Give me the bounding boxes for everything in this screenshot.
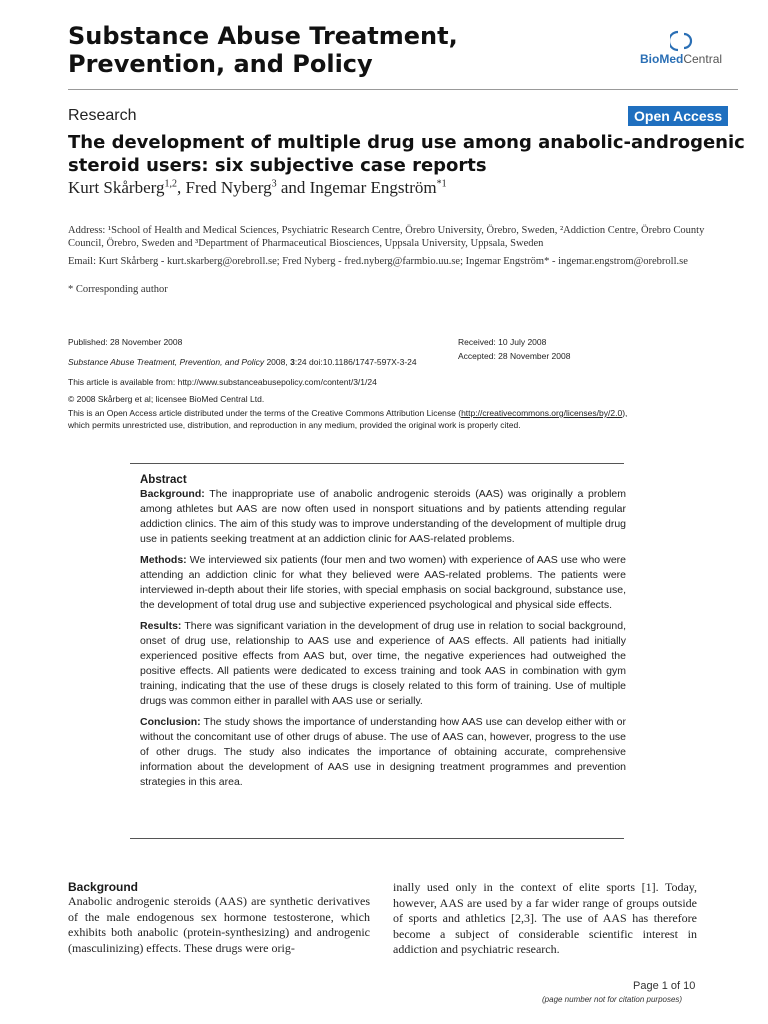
author-list: [68, 178, 447, 198]
author-separator: and: [276, 178, 310, 197]
abstract-background: [140, 487, 626, 547]
publisher-central: Central: [683, 52, 723, 66]
biomed-central-logo: [630, 30, 740, 70]
affiliation-address: Address: ¹School of Health and Medical Sciences, Psychiatric Research Centre, Örebro University, Örebro, Sweden, ²Addiction Centre, Örebro County Council, Örebro, Sweden and ³Department of Pharmaceutical Biosciences, Uppsala University, Uppsala, Sweden: [68, 225, 705, 249]
author-name[interactable]: Kurt Skårberg: [68, 178, 165, 197]
open-access-badge: Open Access: [628, 106, 728, 126]
author-name[interactable]: Ingemar Engström: [309, 178, 437, 197]
abstract-label: Results:: [140, 620, 182, 632]
author-name[interactable]: Fred Nyberg: [185, 178, 272, 197]
abstract-results: [140, 619, 626, 709]
received-date: Received: 10 July 2008: [458, 337, 547, 347]
published-date: Published: 28 November 2008: [68, 337, 183, 347]
abstract-label: Methods:: [140, 554, 187, 566]
license-link[interactable]: http://creativecommons.org/licenses/by/2.0: [461, 408, 623, 418]
abstract-text: We interviewed six patients (four men and two women) with experience of AAS use who were attending an addiction clinic for what they believed were AAS-related problems. The patients were interviewed in-depth about their life stories, with special emphasis on social background, substance use, the development of total drug use and subjective experienced psychological and physical side effects.: [140, 554, 626, 611]
abstract-heading: Abstract: [140, 474, 187, 486]
citation-doi: :24 doi:10.1186/1747-597X-3-24: [294, 357, 417, 367]
citation-line: [68, 356, 417, 368]
article-url[interactable]: This article is available from: http://www.substanceabusepolicy.com/content/3/1/24: [68, 377, 377, 387]
corresponding-author-note: * Corresponding author: [68, 284, 168, 295]
page-number-note: (page number not for citation purposes): [542, 995, 683, 1004]
abstract-content: [140, 474, 626, 796]
author-affiliation: 3: [271, 178, 277, 190]
abstract-conclusion: [140, 715, 626, 790]
license-text-continued: which permits unrestricted use, distribution, and reproduction in any medium, provided the original work is properly cited.: [68, 420, 521, 430]
author-separator: ,: [176, 178, 186, 197]
article-title: The development of multiple drug use among anabolic-androgenic steroid users: six subjective case reports: [68, 132, 745, 176]
author-affiliation: *1: [436, 178, 447, 190]
abstract-methods: [140, 553, 626, 613]
abstract-label: Background:: [140, 488, 205, 500]
citation-volume: 3: [290, 357, 295, 367]
body-column-right: inally used only in the context of elite sports [1]. Today, however, AAS are used by a far wider range of groups outside of sports and athletics [2,3]. The use of AAS has therefore become a subject of considerable scientific interest in addiction and psychiatric research.: [393, 880, 697, 956]
publisher-bm: BioMed: [640, 52, 684, 66]
citation-journal: Substance Abuse Treatment, Prevention, and Policy: [68, 357, 265, 367]
section-label: Research: [68, 107, 137, 124]
background-heading: Background: [68, 880, 139, 894]
license-part-1: This is an Open Access article distributed under the terms of the Creative Commons Attribution License (: [68, 408, 462, 418]
license-part-2: ),: [622, 408, 628, 418]
header-rule: [68, 89, 738, 90]
abstract-text: There was significant variation in the development of drug use in relation to social background, onset of drug use, relationship to AAS use and experience of AAS effects. All patients had initially experienced positive effects from AAS but, over time, the negative experiences had outweighed the positive effects. All patients were dedicated to excess training and took AAS in combination with gym training, indicating that the use of these drugs is closely related to this form of training. Use of multiple drugs was common either in parallel with AAS use or serially.: [140, 620, 626, 707]
abstract-label: Conclusion:: [140, 716, 201, 728]
copyright-notice: © 2008 Skårberg et al; licensee BioMed Central Ltd.: [68, 394, 265, 404]
journal-title: Substance Abuse Treatment, Prevention, and Policy: [68, 22, 458, 78]
license-text: [68, 407, 738, 419]
body-column-left: Anabolic androgenic steroids (AAS) are synthetic derivatives of the male endogenous sex hormone testosterone, which exhibits both anabolic (protein-synthesizing) and androgenic (masculinizing) effects. These drugs were orig-: [68, 894, 370, 955]
accepted-date: Accepted: 28 November 2008: [458, 351, 571, 361]
author-affiliation: 1,2: [164, 178, 177, 190]
citation-year: 2008,: [264, 357, 291, 367]
page-number: Page 1 of 10: [633, 980, 696, 992]
biomed-logo-icon: [670, 30, 694, 52]
abstract-text: The study shows the importance of understanding how AAS use can develop either with or without the concomitant use of other drugs of abuse. The use of AAS can, however, progress to the use of other drugs. The study also indicates the importance of obtaining accurate, comprehensive information about the development of AAS use in designing treatment programmes and prevention strategies in this area.: [140, 716, 626, 788]
abstract-text: The inappropriate use of anabolic androgenic steroids (AAS) was originally a problem among athletes but AAS are now often used in nonsport situations and by patients attending regular addiction clinics. The aim of this study was to improve understanding of the development of multiple drug use in patients seeking treatment at an addiction clinic for AAS-related problems.: [140, 488, 626, 545]
author-emails[interactable]: Email: Kurt Skårberg - kurt.skarberg@orebroll.se; Fred Nyberg - fred.nyberg@farmbio.uu.se; Ingemar Engström* - ingemar.engstrom@orebroll.se: [68, 256, 688, 267]
